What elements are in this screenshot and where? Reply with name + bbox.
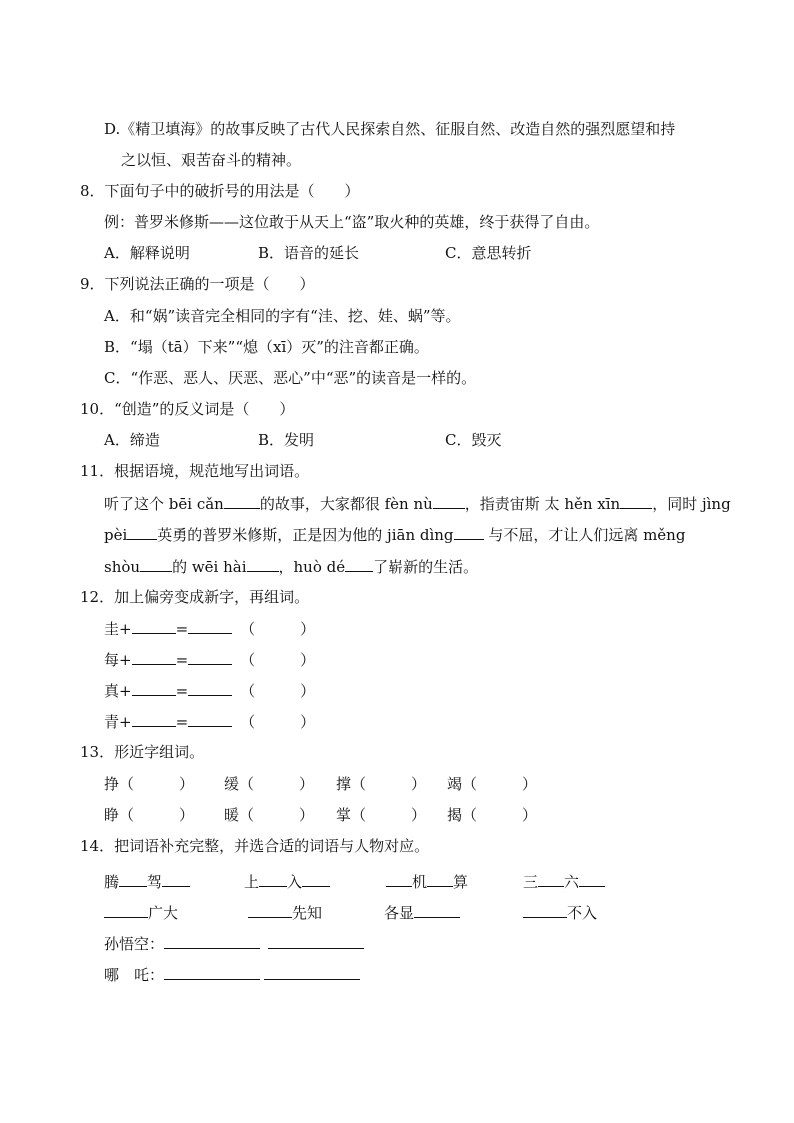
q13-char[interactable]: 掌（ ） <box>336 806 427 824</box>
idiom-char: 入 <box>287 873 303 891</box>
idiom-char: 腾 <box>104 873 120 891</box>
q12-row <box>104 711 315 732</box>
word-paren[interactable]: （ ） <box>240 620 316 638</box>
answer-blank[interactable] <box>132 680 176 696</box>
idiom-char: 三 <box>523 873 539 891</box>
radical-base: 真+ <box>104 682 132 700</box>
equals-sign: = <box>175 682 189 700</box>
q9-stem: 9．下列说法正确的一项是（ ） <box>80 275 315 293</box>
q12-row <box>104 680 315 701</box>
idiom-char: 各显 <box>384 904 415 922</box>
answer-blank[interactable] <box>132 618 176 634</box>
q11-text: 与不屈，才让人们远离 měng <box>483 526 686 544</box>
idiom-item <box>104 902 178 923</box>
radical-base: 青+ <box>104 713 132 731</box>
idiom-item <box>523 871 605 892</box>
q9-option-a[interactable]: A．和“娲”读音完全相同的字有“洼、挖、娃、蜗”等。 <box>104 307 461 325</box>
answer-blank[interactable] <box>162 871 190 887</box>
q11-line1 <box>104 493 731 514</box>
equals-sign: = <box>175 713 189 731</box>
answer-blank[interactable] <box>247 556 279 572</box>
answer-blank[interactable] <box>345 556 373 572</box>
q11-line3 <box>104 556 478 577</box>
q12-stem: 12．加上偏旁变成新字，再组词。 <box>80 588 310 606</box>
answer-blank[interactable] <box>164 964 260 980</box>
q10-option-b[interactable]: B．发明 <box>258 431 315 449</box>
idiom-item <box>386 871 468 892</box>
answer-blank[interactable] <box>132 711 176 727</box>
idiom-char: 上 <box>244 873 260 891</box>
q13-char[interactable]: 揭（ ） <box>447 806 538 824</box>
word-paren[interactable]: （ ） <box>240 651 316 669</box>
q13-char[interactable]: 暖（ ） <box>224 806 315 824</box>
q11-line2 <box>104 524 685 545</box>
character-label: 孙悟空： <box>104 935 165 953</box>
idiom-char: 算 <box>453 873 469 891</box>
answer-blank[interactable] <box>140 556 172 572</box>
idiom-item <box>523 902 597 923</box>
q11-text: shòu <box>104 558 141 576</box>
match-row-sun-wukong <box>104 933 364 954</box>
q13-char[interactable]: 挣（ ） <box>104 775 195 793</box>
word-paren[interactable]: （ ） <box>240 713 316 731</box>
answer-blank[interactable] <box>414 902 460 918</box>
q11-text: pèi <box>104 526 128 544</box>
q13-char[interactable]: 缓（ ） <box>224 775 315 793</box>
answer-blank[interactable] <box>523 902 567 918</box>
q11-text: 听了这个 bēi cǎn <box>104 495 224 513</box>
answer-blank[interactable] <box>164 933 260 949</box>
idiom-char: 驾 <box>147 873 163 891</box>
q12-row <box>104 649 315 670</box>
idiom-item <box>244 871 330 892</box>
word-paren[interactable]: （ ） <box>240 682 316 700</box>
answer-blank[interactable] <box>224 493 260 509</box>
answer-blank[interactable] <box>188 649 232 665</box>
q8-option-c[interactable]: C．意思转折 <box>445 244 532 262</box>
answer-blank[interactable] <box>259 871 287 887</box>
answer-blank[interactable] <box>579 871 605 887</box>
q8-stem: 8．下面句子中的破折号的用法是（ ） <box>80 182 360 200</box>
answer-blank[interactable] <box>433 493 465 509</box>
answer-blank[interactable] <box>620 493 652 509</box>
radical-base: 每+ <box>104 651 132 669</box>
idiom-char: 先知 <box>292 904 323 922</box>
q11-stem: 11．根据语境，规范地写出词语。 <box>80 462 310 480</box>
answer-blank[interactable] <box>248 902 292 918</box>
q13-stem: 13．形近字组词。 <box>80 743 205 761</box>
q11-text: ，同时 jìng <box>652 495 731 513</box>
idiom-char: 六 <box>564 873 580 891</box>
option-d-line1: D.《精卫填海》的故事反映了古代人民探索自然、征服自然、改造自然的强烈愿望和持 <box>104 120 676 138</box>
answer-blank[interactable] <box>127 524 157 540</box>
answer-blank[interactable] <box>386 871 412 887</box>
q14-stem: 14．把词语补充完整，并选合适的词语与人物对应。 <box>80 837 430 855</box>
answer-blank[interactable] <box>119 871 147 887</box>
match-row-nezha <box>104 964 360 985</box>
answer-blank[interactable] <box>538 871 564 887</box>
answer-blank[interactable] <box>427 871 453 887</box>
q11-text: ，指责宙斯 太 hěn xīn <box>464 495 621 513</box>
answer-blank[interactable] <box>188 618 232 634</box>
idiom-char: 广大 <box>148 904 179 922</box>
answer-blank[interactable] <box>188 680 232 696</box>
q10-option-a[interactable]: A．缔造 <box>104 431 160 449</box>
radical-base: 圭+ <box>104 620 132 638</box>
answer-blank[interactable] <box>302 871 330 887</box>
answer-blank[interactable] <box>454 524 484 540</box>
equals-sign: = <box>175 651 189 669</box>
q11-text: ，huò dé <box>278 558 346 576</box>
answer-blank[interactable] <box>188 711 232 727</box>
q12-row <box>104 618 315 639</box>
q10-option-c[interactable]: C．毁灭 <box>445 431 502 449</box>
q13-char[interactable]: 竭（ ） <box>447 775 538 793</box>
answer-blank[interactable] <box>264 964 360 980</box>
q8-example: 例：普罗米修斯——这位敢于从天上“盗”取火种的英雄，终于获得了自由。 <box>104 213 600 231</box>
q10-stem: 10．“创造”的反义词是（ ） <box>80 400 295 418</box>
idiom-item <box>104 871 190 892</box>
idiom-item <box>384 902 460 923</box>
q13-char[interactable]: 睁（ ） <box>104 806 195 824</box>
idiom-item <box>248 902 322 923</box>
answer-blank[interactable] <box>132 649 176 665</box>
q11-text: 英勇的普罗米修斯，正是因为他的 jiān dìng <box>157 526 454 544</box>
answer-blank[interactable] <box>104 902 148 918</box>
q8-option-a[interactable]: A．解释说明 <box>104 244 190 262</box>
q11-text: 的 wēi hài <box>172 558 247 576</box>
character-label: 哪 吒： <box>104 966 165 984</box>
q11-text: 的故事，大家都很 fèn nù <box>259 495 433 513</box>
answer-blank[interactable] <box>268 933 364 949</box>
equals-sign: = <box>175 620 189 638</box>
idiom-char: 不入 <box>567 904 598 922</box>
q9-option-b[interactable]: B．“塌（tā）下来”“熄（xī）灭”的注音都正确。 <box>104 338 429 356</box>
option-d-line2: 之以恒、艰苦奋斗的精神。 <box>121 151 302 169</box>
q9-option-c[interactable]: C．“作恶、恶人、厌恶、恶心”中“恶”的读音是一样的。 <box>104 369 477 387</box>
idiom-char: 机 <box>412 873 428 891</box>
q11-text: 了崭新的生活。 <box>373 558 479 576</box>
q13-char[interactable]: 撑（ ） <box>336 775 427 793</box>
q8-option-b[interactable]: B．语音的延长 <box>258 244 360 262</box>
